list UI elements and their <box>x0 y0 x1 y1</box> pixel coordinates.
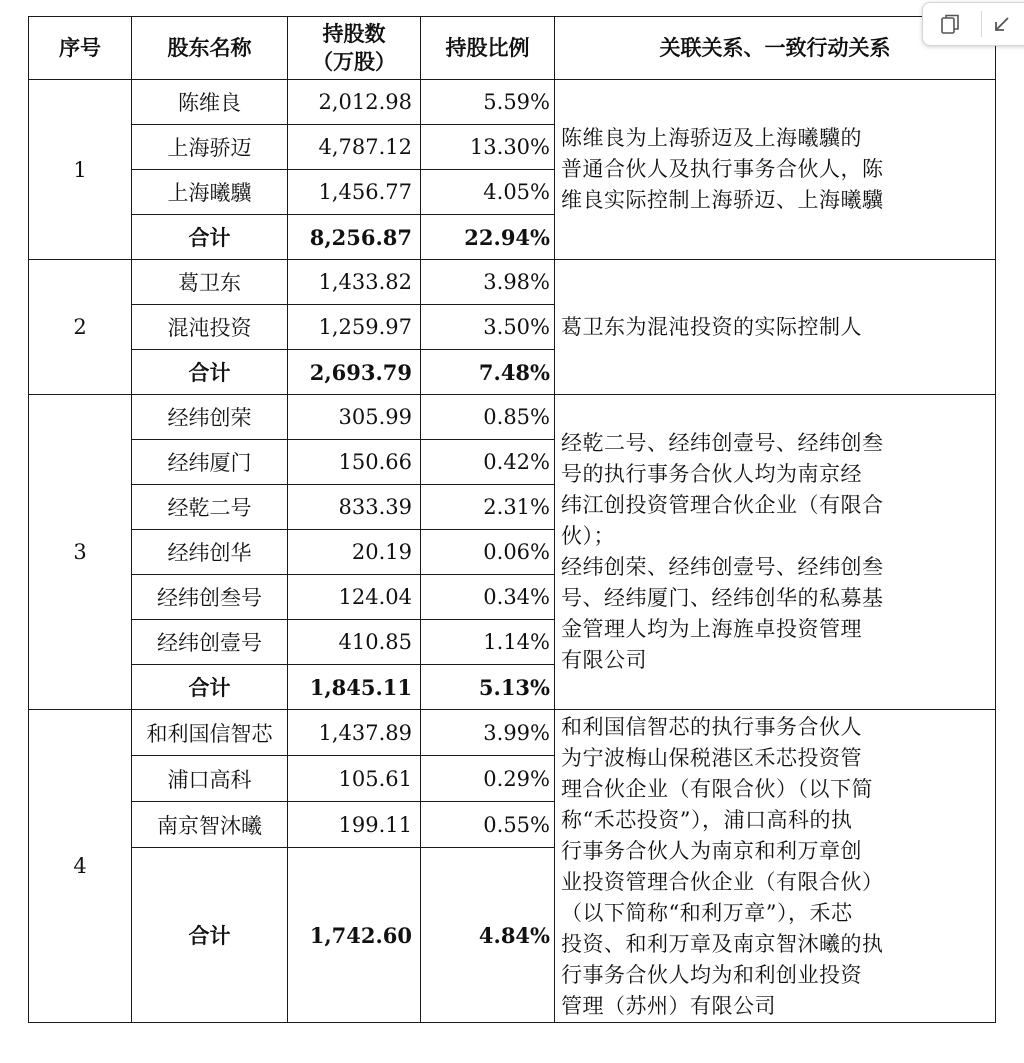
shareholder-name: 浦口高科 <box>132 756 288 802</box>
collapse-arrow-icon[interactable] <box>991 13 1013 39</box>
table-row <box>29 395 996 440</box>
share-ratio: 5.59% <box>421 80 555 125</box>
relation-line: 和利国信智芯的执行事务合伙人 <box>561 715 862 739</box>
shareholder-name: 陈维良 <box>132 80 288 125</box>
shares-count: 1,433.82 <box>288 260 421 305</box>
relation-line: 号的执行事务合伙人均为南京经 <box>561 462 862 486</box>
shareholder-name: 经纬厦门 <box>132 440 288 485</box>
copy-icon[interactable] <box>939 12 963 40</box>
shareholder-name: 经纬创华 <box>132 530 288 575</box>
share-ratio: 0.55% <box>421 802 555 848</box>
shares-count: 105.61 <box>288 756 421 802</box>
relation-line: 称“禾芯投资”），浦口高科的执 <box>561 808 853 832</box>
shares-count: 410.85 <box>288 620 421 665</box>
table-row <box>29 710 996 756</box>
total-shares: 1,742.60 <box>288 848 421 1023</box>
group-seq: 4 <box>29 710 132 1023</box>
shares-count: 150.66 <box>288 440 421 485</box>
total-ratio: 4.84% <box>421 848 555 1023</box>
total-label: 合计 <box>132 848 288 1023</box>
share-ratio: 2.31% <box>421 485 555 530</box>
shareholder-name: 南京智沐曦 <box>132 802 288 848</box>
relation-line: 投资、和利万章及南京智沐曦的执 <box>561 932 884 956</box>
relation-description <box>555 395 996 710</box>
table-header-row <box>29 17 996 80</box>
share-ratio: 0.06% <box>421 530 555 575</box>
total-label: 合计 <box>132 215 288 260</box>
total-ratio: 22.94% <box>421 215 555 260</box>
shareholder-name: 上海骄迈 <box>132 125 288 170</box>
share-ratio: 0.42% <box>421 440 555 485</box>
shareholder-name: 经乾二号 <box>132 485 288 530</box>
relation-line: 行事务合伙人均为和利创业投资 <box>561 963 862 987</box>
relation-description <box>555 80 996 260</box>
header-seq: 序号 <box>29 17 132 80</box>
total-label: 合计 <box>132 350 288 395</box>
shares-count: 305.99 <box>288 395 421 440</box>
relation-line: 经纬创荣、经纬创壹号、经纬创叁 <box>561 555 884 579</box>
relation-line: 普通合伙人及执行事务合伙人，陈 <box>561 157 884 181</box>
share-ratio: 0.34% <box>421 575 555 620</box>
shareholder-name: 经纬创荣 <box>132 395 288 440</box>
total-label: 合计 <box>132 665 288 710</box>
relation-line: 经乾二号、经纬创壹号、经纬创叁 <box>561 431 884 455</box>
relation-line: 为宁波梅山保税港区禾芯投资管 <box>561 746 862 770</box>
total-ratio: 7.48% <box>421 350 555 395</box>
share-ratio: 4.05% <box>421 170 555 215</box>
relation-line: 业投资管理合伙企业（有限合伙） <box>561 870 884 894</box>
toolbar-divider <box>981 11 982 37</box>
relation-line: 陈维良为上海骄迈及上海曦驥的 <box>561 126 862 150</box>
group-seq: 3 <box>29 395 132 710</box>
shareholder-name: 经纬创壹号 <box>132 620 288 665</box>
shareholder-name: 和利国信智芯 <box>132 710 288 756</box>
header-shares <box>288 17 421 80</box>
relation-line: 有限公司 <box>561 648 647 672</box>
share-ratio: 0.85% <box>421 395 555 440</box>
share-ratio: 13.30% <box>421 125 555 170</box>
group-seq: 1 <box>29 80 132 260</box>
shareholder-name: 上海曦驥 <box>132 170 288 215</box>
relation-line: 维良实际控制上海骄迈、上海曦驥 <box>561 188 884 212</box>
header-relation: 关联关系、一致行动关系 <box>555 17 996 80</box>
shareholder-table <box>28 16 996 1023</box>
relation-line: 葛卫东为混沌投资的实际控制人 <box>561 314 862 339</box>
header-ratio: 持股比例 <box>421 17 555 80</box>
share-ratio: 3.99% <box>421 710 555 756</box>
table-row <box>29 260 996 305</box>
side-toolbar <box>922 2 1024 46</box>
shareholder-name: 经纬创叁号 <box>132 575 288 620</box>
relation-description <box>555 710 996 1023</box>
relation-line: 伙）； <box>561 524 615 548</box>
relation-line: 理合伙企业（有限合伙）（以下简 <box>561 777 873 801</box>
group-seq: 2 <box>29 260 132 395</box>
shares-count: 199.11 <box>288 802 421 848</box>
relation-line: 纬江创投资管理合伙企业（有限合 <box>561 493 884 517</box>
shares-count: 4,787.12 <box>288 125 421 170</box>
shares-count: 833.39 <box>288 485 421 530</box>
shares-count: 20.19 <box>288 530 421 575</box>
share-ratio: 1.14% <box>421 620 555 665</box>
share-ratio: 3.98% <box>421 260 555 305</box>
total-shares: 1,845.11 <box>288 665 421 710</box>
header-name: 股东名称 <box>132 17 288 80</box>
relation-line: （以下简称“和利万章”），禾芯 <box>561 901 853 925</box>
relation-line: 行事务合伙人为南京和利万章创 <box>561 839 862 863</box>
share-ratio: 3.50% <box>421 305 555 350</box>
shares-count: 1,259.97 <box>288 305 421 350</box>
relation-line: 管理（苏州）有限公司 <box>561 994 776 1018</box>
table-body <box>29 80 996 1023</box>
shares-count: 124.04 <box>288 575 421 620</box>
shareholder-name: 混沌投资 <box>132 305 288 350</box>
relation-description <box>555 260 996 395</box>
relation-line: 金管理人均为上海旌卓投资管理 <box>561 617 862 641</box>
header-shares-line1: 持股数 <box>322 21 386 46</box>
share-ratio: 0.29% <box>421 756 555 802</box>
shares-count: 2,012.98 <box>288 80 421 125</box>
total-shares: 2,693.79 <box>288 350 421 395</box>
table-row <box>29 80 996 125</box>
total-shares: 8,256.87 <box>288 215 421 260</box>
shareholder-name: 葛卫东 <box>132 260 288 305</box>
relation-line: 号、经纬厦门、经纬创华的私募基 <box>561 586 884 610</box>
shares-count: 1,456.77 <box>288 170 421 215</box>
total-ratio: 5.13% <box>421 665 555 710</box>
header-shares-line2: （万股） <box>312 49 396 74</box>
shares-count: 1,437.89 <box>288 710 421 756</box>
